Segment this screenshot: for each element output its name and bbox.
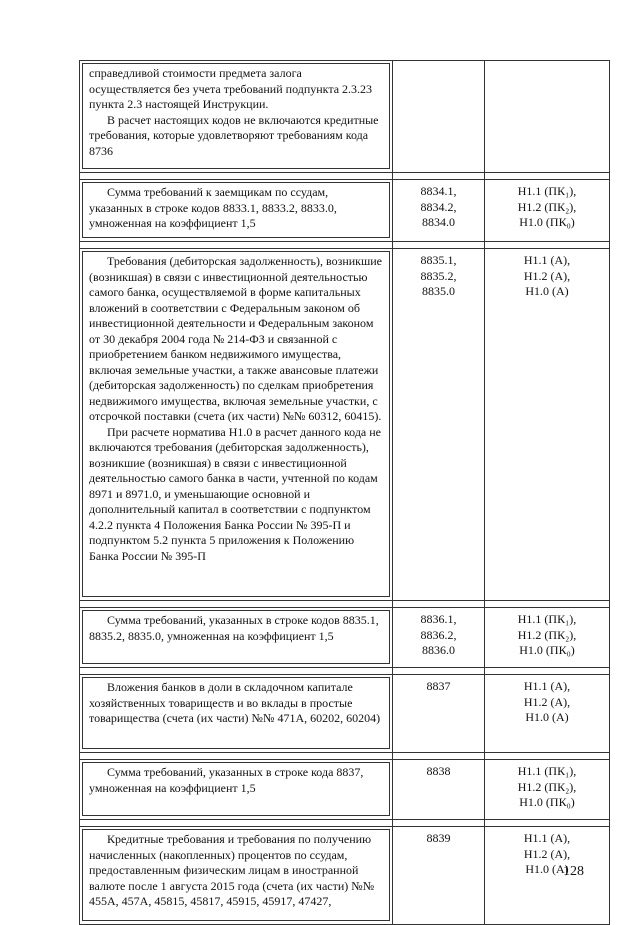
ratio-designation: Н1.2 (ПК₂), (517, 779, 577, 794)
row-gap-cell (485, 753, 610, 760)
row-gap-cell (80, 668, 393, 675)
account-code: 8838 (426, 764, 451, 778)
account-code: 8834.1, (420, 184, 457, 198)
description-paragraph: Сумма требований, указанных в строке кодов 8835.1, 8835.2, 8835.0, умноженная на коэффициент 1,5 (89, 613, 379, 643)
code-cell (393, 675, 485, 753)
description-cell (80, 827, 393, 925)
table-row (80, 61, 610, 173)
ratio-designation: Н1.2 (А), (523, 268, 571, 283)
table-row (80, 249, 610, 601)
norm-cell (485, 827, 610, 925)
norm-cell (485, 608, 610, 668)
row-gap (80, 601, 610, 608)
row-gap-cell (393, 820, 485, 827)
row-gap (80, 173, 610, 180)
code-cell (393, 760, 485, 820)
description-paragraph: Сумма требований к заемщикам по ссудам, указанных в строке кодов 8833.1, 8833.2, 8833.0, умноженная на коэффициент 1,5 (89, 185, 337, 230)
ratio-designation: Н1.0 (А) (525, 862, 569, 876)
ratio-designation: Н1.0 (А) (525, 710, 569, 724)
row-gap (80, 242, 610, 249)
account-code: 8839 (426, 831, 451, 845)
description-cell (80, 180, 393, 242)
ratio-designation: Н1.0 (А) (525, 284, 569, 298)
description-paragraph: Сумма требований, указанных в строке кода 8837, умноженная на коэффициент 1,5 (89, 765, 364, 795)
ratio-designation: Н1.2 (ПК₂), (517, 199, 577, 214)
row-gap-cell (393, 173, 485, 180)
account-code: 8836.1, (420, 612, 457, 626)
table-row (80, 760, 610, 820)
row-gap-cell (393, 601, 485, 608)
ratio-designation: Н1.1 (ПК₁), (517, 184, 577, 198)
row-gap-cell (485, 601, 610, 608)
row-gap (80, 668, 610, 675)
row-gap-cell (485, 242, 610, 249)
ratio-designation: Н1.2 (А), (523, 846, 571, 861)
norm-cell (485, 675, 610, 753)
account-code: 8836.0 (422, 643, 455, 657)
row-gap (80, 820, 610, 827)
row-gap-cell (80, 242, 393, 249)
ratio-designation: Н1.1 (ПК₁), (517, 764, 577, 778)
description-paragraph: Требования (дебиторская задолженность), возникшие (возникшая) в связи с инвестиционной деятельностью самого банка, осуществляемой в форме капитальных вложений в соответствии с Федеральным законом об инвестиционной деятельности и Федеральным законом от 30 декабря 2004 года № 214-ФЗ и связанной с приобретением банком недвижимого имущества, включая земельные участки, а также авансовые платежи (дебиторская задолженность) по сделкам приобретения недвижимого имущества, включая земельные участки, с отсрочкой поставки (счета (их части) №№ 60312, 60415). (89, 254, 382, 423)
ratio-designation: Н1.1 (А), (523, 679, 571, 693)
ratio-designation: Н1.1 (А), (523, 253, 571, 267)
norm-cell (485, 760, 610, 820)
table-row (80, 827, 610, 925)
account-code: 8835.0 (422, 284, 455, 298)
row-gap-cell (80, 753, 393, 760)
code-cell (393, 180, 485, 242)
row-gap-cell (80, 820, 393, 827)
ratio-designation: Н1.0 (ПК₀) (519, 215, 575, 229)
ratio-designation: Н1.2 (ПК₂), (517, 627, 577, 642)
codes-table (79, 60, 610, 925)
row-gap-cell (393, 242, 485, 249)
page-number: 128 (563, 864, 584, 879)
row-gap-cell (485, 820, 610, 827)
table-row (80, 180, 610, 242)
code-cell (393, 827, 485, 925)
description-paragraph: Кредитные требования и требования по получению начисленных (накопленных) процентов по ссудам, предоставленным физическим лицам в иностранной валюте после 1 августа 2015 года (счета (их части) №№ 455А, 457А, 45815, 45817, 45915, 45917, 47427, (89, 832, 375, 908)
norm-cell (485, 180, 610, 242)
ratio-designation: Н1.2 (А), (523, 694, 571, 709)
description-cell (80, 249, 393, 601)
account-code: 8835.2, (420, 268, 457, 283)
row-gap-cell (485, 668, 610, 675)
account-code: 8834.2, (420, 199, 457, 214)
description-cell (80, 608, 393, 668)
code-cell (393, 249, 485, 601)
description-paragraph: В расчет настоящих кодов не включаются кредитные требования, которые удовлетворяют требованиям кода 8736 (89, 112, 379, 158)
description-paragraph: При расчете норматива Н1.0 в расчет данного кода не включаются требования (дебиторская задолженность), возникшие (возникшая) в связи с инвестиционной деятельностью самого банка в части, учтенной по кодам 8971 и 8971.0, и уменьшающие основной и дополнительный капитал в соответствии с подпунктом 4.2.2 пункта 4 Положения Банка России № 395-П и подпунктом 5.2 пункта 5 приложения к Положению Банка России № 395-П (89, 424, 382, 563)
description-paragraph: Вложения банков в доли в складочном капитале хозяйственных товариществ и во вклады в простые товарищества (счета (их части) №№ 471А, 60202, 60204) (89, 680, 381, 725)
row-gap-cell (80, 173, 393, 180)
account-code: 8834.0 (422, 215, 455, 229)
row-gap (80, 753, 610, 760)
norm-cell (485, 249, 610, 601)
norm-cell (485, 61, 610, 173)
account-code: 8837 (426, 679, 451, 693)
row-gap-cell (80, 601, 393, 608)
ratio-designation: Н1.0 (ПК₀) (519, 795, 575, 809)
ratio-designation: Н1.1 (А), (523, 831, 571, 845)
description-paragraph: справедливой стоимости предмета залога осуществляется без учета требований подпункта 2.3.23 пункта 2.3 настоящей Инструкции. (89, 66, 373, 111)
code-cell (393, 61, 485, 173)
account-code: 8836.2, (420, 627, 457, 642)
row-gap-cell (485, 173, 610, 180)
table-row (80, 608, 610, 668)
description-cell (80, 760, 393, 820)
table-row (80, 675, 610, 753)
row-gap-cell (393, 753, 485, 760)
code-cell (393, 608, 485, 668)
ratio-designation: Н1.0 (ПК₀) (519, 643, 575, 657)
description-cell (80, 61, 393, 173)
account-code: 8835.1, (420, 253, 457, 267)
description-cell (80, 675, 393, 753)
ratio-designation: Н1.1 (ПК₁), (517, 612, 577, 626)
row-gap-cell (393, 668, 485, 675)
